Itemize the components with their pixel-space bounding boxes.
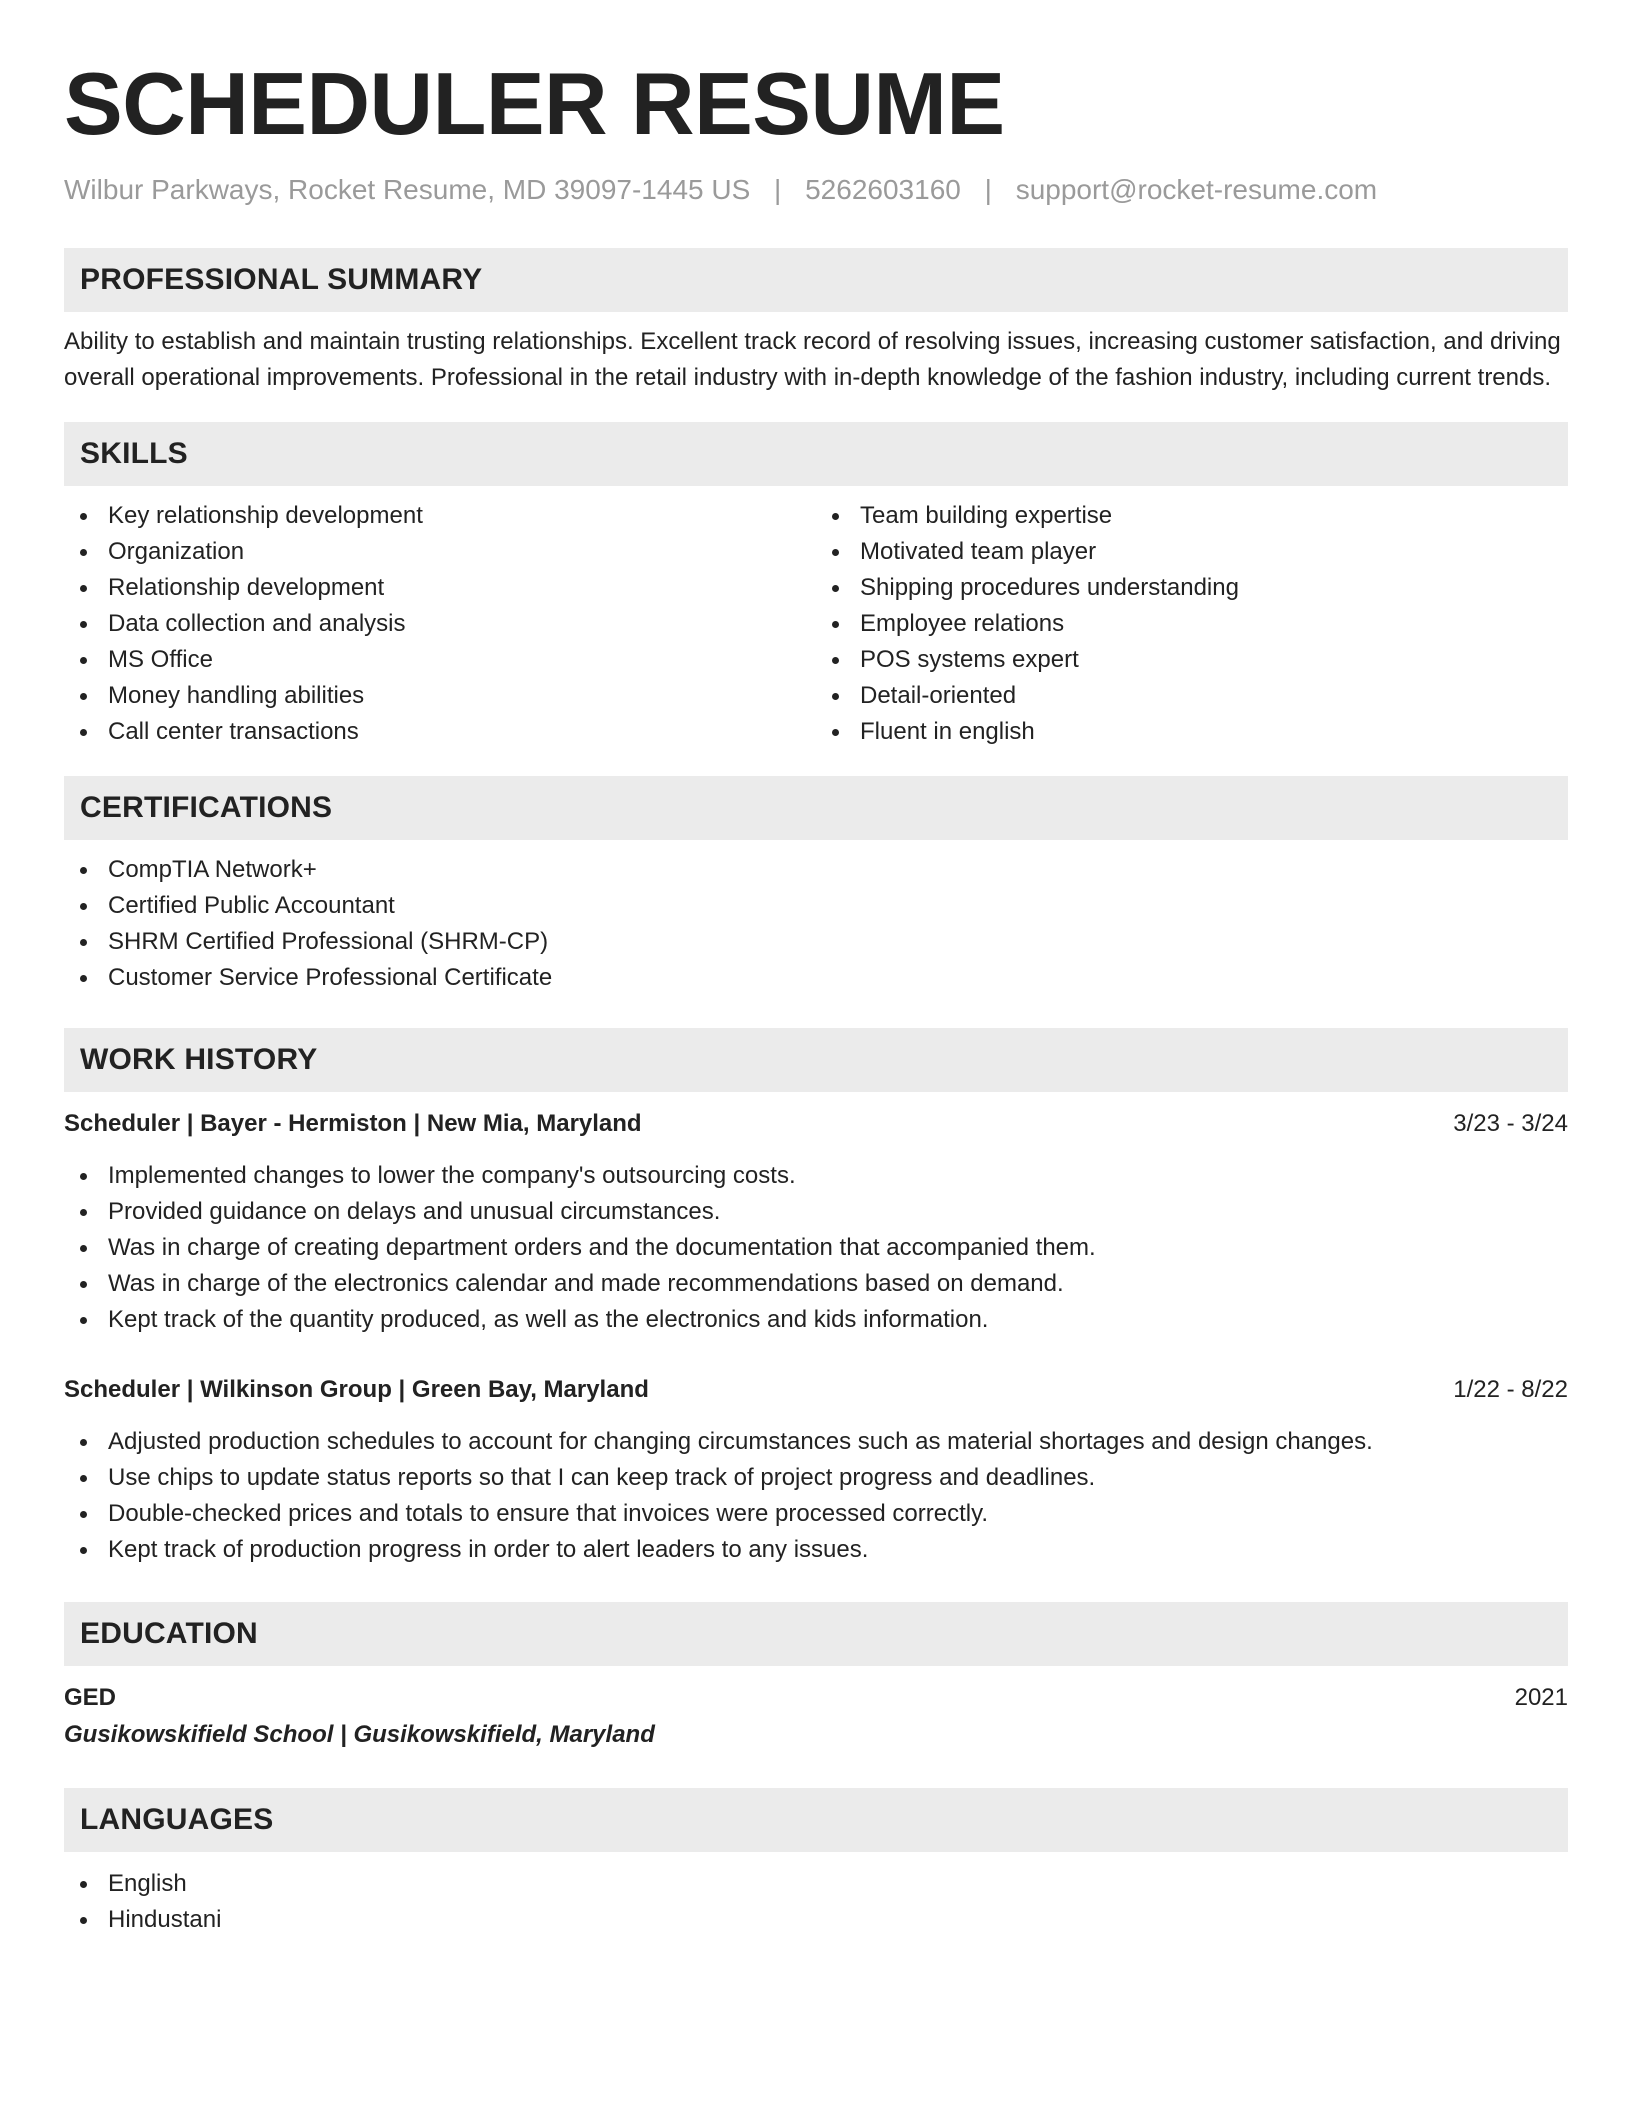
contact-separator: | (984, 174, 992, 205)
job-bullet: Was in charge of creating department orders and the documentation that accompanied them. (64, 1230, 1568, 1266)
job-bullet: Implemented changes to lower the company's outsourcing costs. (64, 1158, 1568, 1194)
certifications-heading: CERTIFICATIONS (64, 776, 1568, 840)
job-bullet: Adjusted production schedules to account for changing circumstances such as material shortages and design changes. (64, 1424, 1568, 1460)
skill-item: MS Office (64, 642, 816, 678)
skills-heading: SKILLS (64, 422, 1568, 486)
resume-title: SCHEDULER RESUME (64, 54, 1005, 153)
skill-item: Key relationship development (64, 498, 816, 534)
skill-item: POS systems expert (816, 642, 1568, 678)
language-item: English (64, 1866, 1568, 1902)
certification-item: Customer Service Professional Certificate (64, 960, 1568, 996)
skill-item: Call center transactions (64, 714, 816, 750)
work-heading: WORK HISTORY (64, 1028, 1568, 1092)
job-bullet: Use chips to update status reports so that I can keep track of project progress and deadlines. (64, 1460, 1568, 1496)
skill-item: Shipping procedures understanding (816, 570, 1568, 606)
skill-item: Data collection and analysis (64, 606, 816, 642)
job-title: Scheduler | Wilkinson Group | Green Bay, Maryland (64, 1376, 649, 1403)
job-bullets (64, 1424, 1568, 1568)
job-dates: 3/23 - 3/24 (1453, 1110, 1568, 1137)
job-entry (64, 1372, 1568, 1568)
contact-separator: | (774, 174, 782, 205)
education-year: 2021 (1514, 1684, 1568, 1711)
education-degree: GED (64, 1684, 117, 1711)
contact-address: Wilbur Parkways, Rocket Resume, MD 39097-1445 US (64, 174, 751, 205)
skills-list-right (816, 498, 1568, 750)
summary-heading: PROFESSIONAL SUMMARY (64, 248, 1568, 312)
languages-list (64, 1866, 1568, 1938)
skill-item: Motivated team player (816, 534, 1568, 570)
contact-phone: 5262603160 (805, 174, 961, 205)
skill-item: Team building expertise (816, 498, 1568, 534)
contact-email: support@rocket-resume.com (1015, 174, 1378, 205)
certification-item: Certified Public Accountant (64, 888, 1568, 924)
job-header (64, 1106, 1568, 1142)
skill-item: Detail-oriented (816, 678, 1568, 714)
job-bullet: Double-checked prices and totals to ensure that invoices were processed correctly. (64, 1496, 1568, 1532)
skill-item: Relationship development (64, 570, 816, 606)
certifications-list (64, 852, 1568, 996)
job-dates: 1/22 - 8/22 (1453, 1376, 1568, 1403)
job-entry (64, 1106, 1568, 1338)
job-bullet: Provided guidance on delays and unusual circumstances. (64, 1194, 1568, 1230)
skills-list-left (64, 498, 816, 750)
education-heading: EDUCATION (64, 1602, 1568, 1666)
certification-item: SHRM Certified Professional (SHRM-CP) (64, 924, 1568, 960)
job-bullet: Kept track of the quantity produced, as well as the electronics and kids information. (64, 1302, 1568, 1338)
skill-item: Employee relations (816, 606, 1568, 642)
education-school: Gusikowskifield School | Gusikowskifield, Maryland (64, 1721, 655, 1748)
certification-item: CompTIA Network+ (64, 852, 1568, 888)
languages-heading: LANGUAGES (64, 1788, 1568, 1852)
job-bullet: Was in charge of the electronics calendar and made recommendations based on demand. (64, 1266, 1568, 1302)
job-bullets (64, 1158, 1568, 1338)
job-header (64, 1372, 1568, 1408)
job-title: Scheduler | Bayer - Hermiston | New Mia, Maryland (64, 1110, 642, 1137)
summary-text: Ability to establish and maintain trusting relationships. Excellent track record of resolving issues, increasing customer satisfaction, and driving overall operational improvements. Professional in the retail industry with in-depth knowledge of the fashion industry, including current trends. (64, 328, 1561, 391)
skill-item: Money handling abilities (64, 678, 816, 714)
contact-line (64, 170, 1568, 210)
language-item: Hindustani (64, 1902, 1568, 1938)
skill-item: Organization (64, 534, 816, 570)
education-entry (64, 1680, 1568, 1754)
job-bullet: Kept track of production progress in order to alert leaders to any issues. (64, 1532, 1568, 1568)
skills-columns (64, 498, 1568, 750)
education-header (64, 1680, 1568, 1716)
skill-item: Fluent in english (816, 714, 1568, 750)
